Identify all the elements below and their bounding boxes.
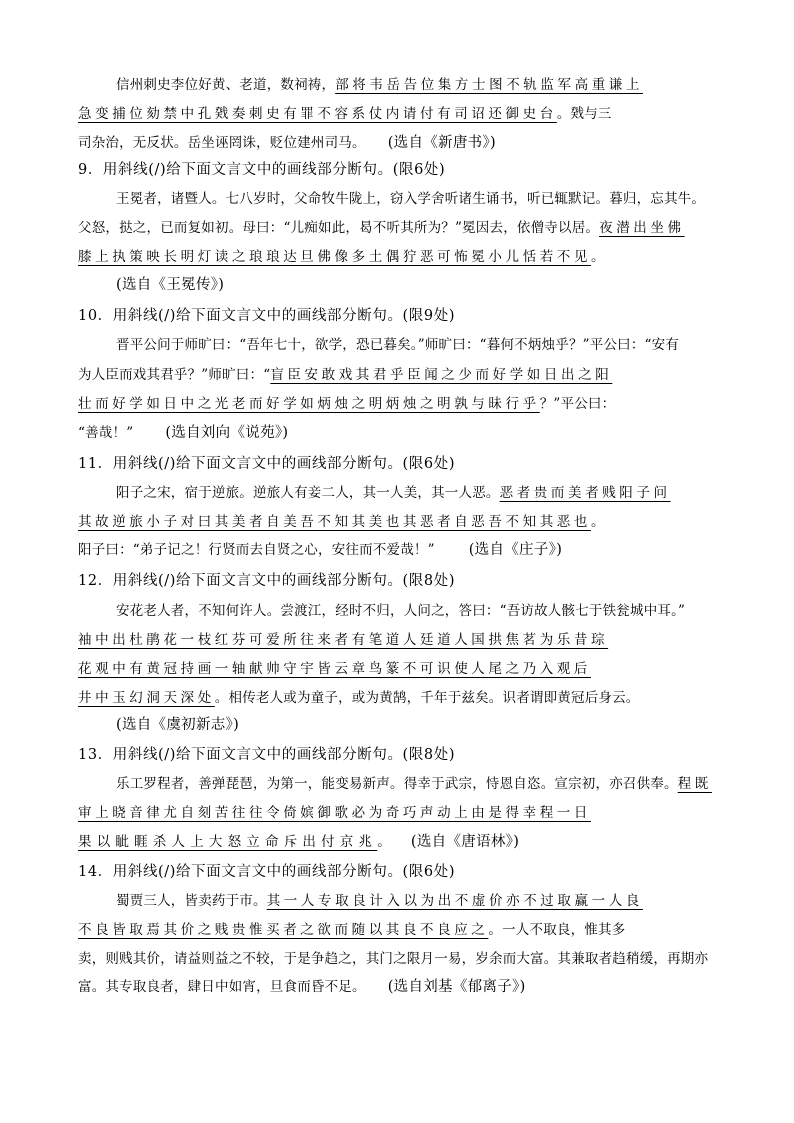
p8-line-2: 急变捕位劾禁中孔戣奏刺史有罪不容系仗内请付有司诏还御史台。戣与三 xyxy=(78,106,612,122)
underlined-text: 审上晓音律尤自刻苦往往令倚嫔御歌必为奇巧声动上由是得幸程一日 xyxy=(78,805,591,821)
q9-line-1: 王冕者，诸暨人。七八岁时，父命牧牛陇上，窃入学舍听诸生诵书，听已辄默记。暮归，忘其牛。 xyxy=(116,191,706,207)
q9-line-2: 父怒，挞之，已而复如初。母曰：“儿痴如此，曷不听其所为？”冕因去，依僧寺以居。夜潜出坐佛 xyxy=(78,220,685,236)
q12-line-1: 安花老人者，不知何许人。尝渡江，经时不归，人问之，答曰：“吾访故人骸七于铁瓮城中耳。” xyxy=(116,603,686,619)
q11-line-3: 阳子曰：“弟子记之！行贤而去自贤之心，安往而不爱哉！” (选自《庄子》) xyxy=(78,542,563,558)
underlined-text: 夜潜出坐佛 xyxy=(599,220,685,236)
q10-line-1: 晋平公问于师旷曰：“吾年七十，欲学，恐已暮矣。”师旷曰：“暮何不炳烛乎？”平公曰：“安有 xyxy=(116,337,680,353)
q14-line-4: 富。其专取良者，肆日中如宵，旦食而昏不足。 (选自刘基《郁离子》) xyxy=(78,979,526,995)
q14-line-2: 不良皆取焉其价之贱贵惟买者之欲而随以其良不良应之。一人不取良，惟其多 xyxy=(78,922,626,938)
underlined-text: 恶者贵而美者贱阳子问 xyxy=(499,485,671,501)
underlined-text: 花观中有黄冠持画一轴献帅守宇皆云章鸟篆不可识使人尾之乃入观后 xyxy=(78,661,591,677)
underlined-text: 膝上执策映长明灯读之琅琅达旦佛像多土偶狞恶可怖冕小儿恬若不见 xyxy=(78,249,591,265)
q13-line-1: 乐工罗程者，善弹琵琶，为第一，能变易新声。得幸于武宗，恃恩自恣。宣宗初，亦召供奉。程既 xyxy=(116,776,712,792)
q10-line-4: “善哉！” (选自刘向《说苑》) xyxy=(78,425,289,441)
q14-line-3: 卖，则贱其价，请益则益之不较，于是争趋之，其门之限月一易，岁余而大富。其兼取者趋稍缓，再期亦 xyxy=(78,951,709,967)
underlined-text: 部将韦岳告位集方士图不轨监军高重谦上 xyxy=(335,77,644,93)
source-citation: (选自刘基《郁离子》) xyxy=(387,979,526,995)
q12-line-2 xyxy=(78,631,608,649)
q9-line-3: 膝上执策映长明灯读之琅琅达旦佛像多土偶狞恶可怖冕小儿恬若不见。 xyxy=(78,249,605,265)
underlined-text: 其故逆旅小子对曰其美者自美吾不知其美也其恶者自恶吾不知其恶也 xyxy=(78,514,591,530)
underlined-text: 其一人专取良计入以为出不虚价亦不过取赢一人良 xyxy=(266,893,643,909)
source-citation: (选自《庄子》) xyxy=(468,542,563,558)
q12-line-3 xyxy=(78,660,591,678)
p8-line-3: 司杂治，无反状。岳坐诬罔诛，贬位建州司马。 (选自《新唐书》) xyxy=(78,135,496,151)
underlined-text: 袖中出杜鹃花一枝红芬可爱所往来者有笔道人廷道人国拱焦茗为乐昔琮 xyxy=(78,632,609,648)
q11-line-1: 阳子之宋，宿于逆旅。逆旅人有妾二人，其一人美，其一人恶。恶者贵而美者贱阳子问 xyxy=(116,485,671,501)
q13-line-2 xyxy=(78,804,591,822)
q10-line-2: 为人臣而戏其君乎？”师旷曰：“盲臣安敢戏其君乎臣闻之少而好学如日出之阳 xyxy=(78,367,613,383)
underlined-text: 井中玉幻洞天深处 xyxy=(78,690,215,706)
underlined-text: 壮而好学如日中之光老而好学如炳烛之明炳烛之明孰与昧行乎 xyxy=(78,396,540,412)
question-10-prompt: 10．用斜线(/)给下面文言文中的画线部分断句。(限9处) xyxy=(78,308,456,324)
underlined-text: 程既 xyxy=(677,776,712,792)
q13-line-3: 果以眦睚杀人上大怒立命斥出付京兆。 (选自《唐语林》) xyxy=(78,834,520,850)
question-12-prompt: 12．用斜线(/)给下面文言文中的画线部分断句。(限8处) xyxy=(78,573,456,589)
question-13-prompt: 13．用斜线(/)给下面文言文中的画线部分断句。(限8处) xyxy=(78,747,456,763)
underlined-text: 不良皆取焉其价之贱贵惟买者之欲而随以其良不良应之 xyxy=(78,922,489,938)
underlined-text: 果以眦睚杀人上大怒立命斥出付京兆 xyxy=(78,834,378,850)
q10-line-3: 壮而好学如日中之光老而好学如炳烛之明炳烛之明孰与昧行乎？”平公曰： xyxy=(78,396,616,412)
question-9-source: (选自《王冕传》) xyxy=(116,277,225,293)
source-citation: (选自《唐语林》) xyxy=(410,834,520,850)
p8-line-1: 信州刺史李位好黄、老道，数祠祷，部将韦岳告位集方士图不轨监军高重谦上 xyxy=(116,77,644,93)
question-11-prompt: 11．用斜线(/)给下面文言文中的画线部分断句。(限6处) xyxy=(78,456,456,472)
q12-line-4: 井中玉幻洞天深处。相传老人或为童子，或为黄鹄，千年于兹矣。识者谓即黄冠后身云。 xyxy=(78,690,640,706)
source-citation: (选自刘向《说苑》) xyxy=(165,425,289,441)
underlined-text: 盲臣安敢戏其君乎臣闻之少而好学如日出之阳 xyxy=(270,367,613,383)
underlined-text: 急变捕位劾禁中孔戣奏刺史有罪不容系仗内请付有司诏还御史台 xyxy=(78,106,557,122)
question-14-prompt: 14．用斜线(/)给下面文言文中的画线部分断句。(限6处) xyxy=(78,864,456,880)
question-9-prompt: 9．用斜线(/)给下面文言文中的画线部分断句。(限6处) xyxy=(78,162,446,178)
source-citation: (选自《新唐书》) xyxy=(387,135,496,151)
q14-line-1: 蜀贾三人，皆卖药于市。其一人专取良计入以为出不虚价亦不过取赢一人良 xyxy=(116,893,643,909)
q11-line-2: 其故逆旅小子对曰其美者自美吾不知其美也其恶者自恶吾不知其恶也。 xyxy=(78,514,605,530)
question-12-source: (选自《虞初新志》) xyxy=(116,717,240,733)
